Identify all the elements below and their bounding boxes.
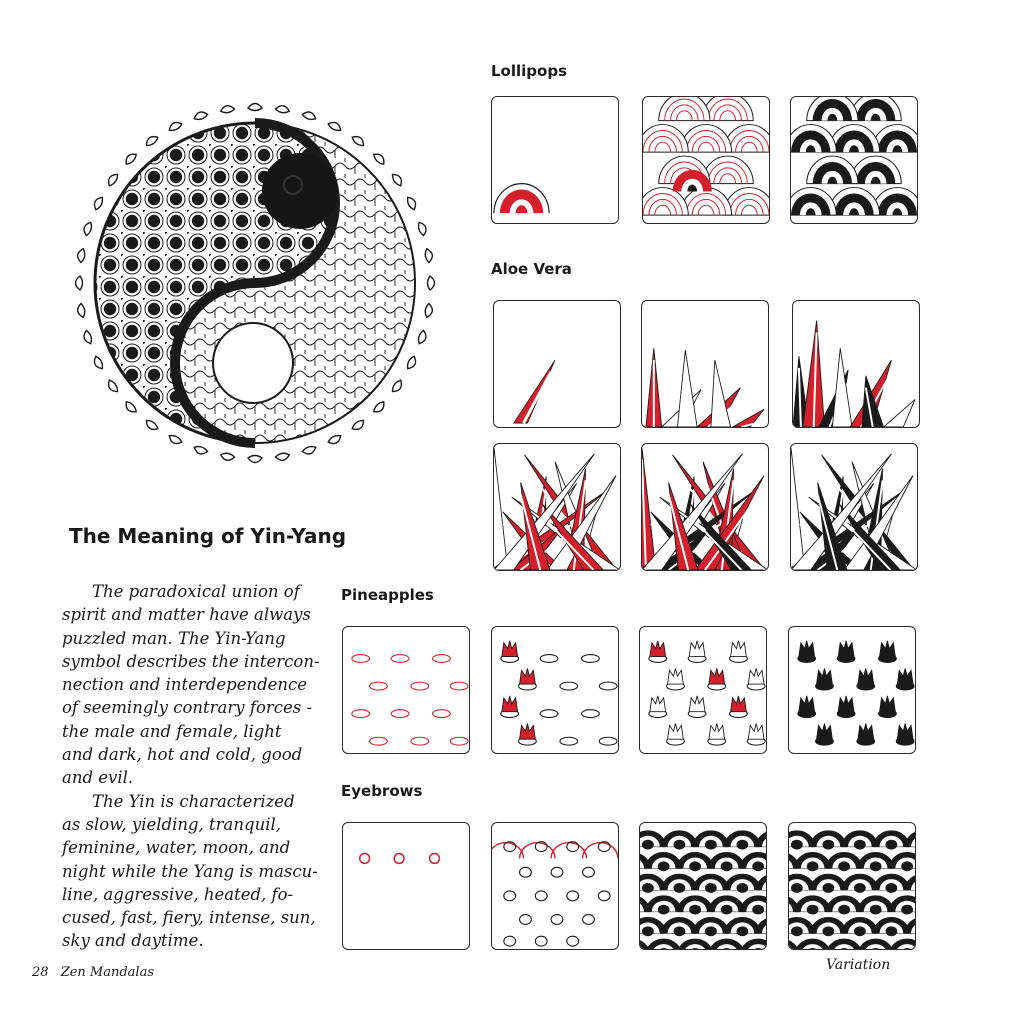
body-line: symbol describes the intercon- xyxy=(62,651,320,671)
body-line: as slow, yielding, tranquil, xyxy=(62,814,282,834)
section-label-aloe-vera: Aloe Vera xyxy=(491,260,572,278)
pineapples-step-3-tile xyxy=(639,626,767,754)
eyebrows-step-3-tile xyxy=(639,822,767,950)
aloe-vera-step-2-tile xyxy=(641,300,769,428)
body-line: puzzled man. The Yin-Yang xyxy=(62,628,286,648)
variation-caption: Variation xyxy=(826,957,891,973)
page-number: 28 xyxy=(32,965,49,980)
body-line: cused, fast, fiery, intense, sun, xyxy=(62,908,316,928)
body-line: The paradoxical union of xyxy=(92,582,300,601)
body-line: of seemingly contrary forces - xyxy=(62,698,313,718)
aloe-vera-step-6-tile xyxy=(790,443,918,571)
body-line: The Yin is characterized xyxy=(92,791,295,811)
section-label-pineapples: Pineapples xyxy=(341,586,434,604)
section-label-lollipops: Lollipops xyxy=(491,62,567,80)
pineapples-step-2-tile xyxy=(491,626,619,754)
article-body xyxy=(62,580,332,953)
lollipops-step-3-tile xyxy=(790,96,918,224)
book-title: Zen Mandalas xyxy=(60,965,155,980)
body-line: spirit and matter have always xyxy=(62,605,311,625)
body-line: and dark, hot and cold, good xyxy=(62,745,303,765)
body-line: sky and daytime. xyxy=(62,931,204,951)
body-line: the male and female, light xyxy=(62,721,282,741)
body-line: night while the Yang is mascu- xyxy=(62,861,318,881)
pineapples-step-4-tile xyxy=(788,626,916,754)
body-line: feminine, water, moon, and xyxy=(62,838,291,858)
eyebrows-step-2-tile xyxy=(491,822,619,950)
yin-yang-mandala xyxy=(55,78,465,488)
body-line: and evil. xyxy=(62,768,134,788)
article-title: The Meaning of Yin-Yang xyxy=(69,524,347,548)
aloe-vera-step-1-tile xyxy=(493,300,621,428)
body-line: nection and interdependence xyxy=(62,675,308,695)
pineapples-step-1-tile xyxy=(342,626,470,754)
body-line: line, aggressive, heated, fo- xyxy=(62,884,294,904)
aloe-vera-step-3-tile xyxy=(792,300,920,428)
lollipops-step-1-tile xyxy=(491,96,619,224)
section-label-eyebrows: Eyebrows xyxy=(341,782,423,800)
page-footer xyxy=(32,965,154,980)
lollipops-step-2-tile xyxy=(642,96,770,224)
aloe-vera-step-4-tile xyxy=(493,443,621,571)
eyebrows-variation-tile xyxy=(788,822,916,950)
eyebrows-step-1-tile xyxy=(342,822,470,950)
aloe-vera-step-5-tile xyxy=(641,443,769,571)
